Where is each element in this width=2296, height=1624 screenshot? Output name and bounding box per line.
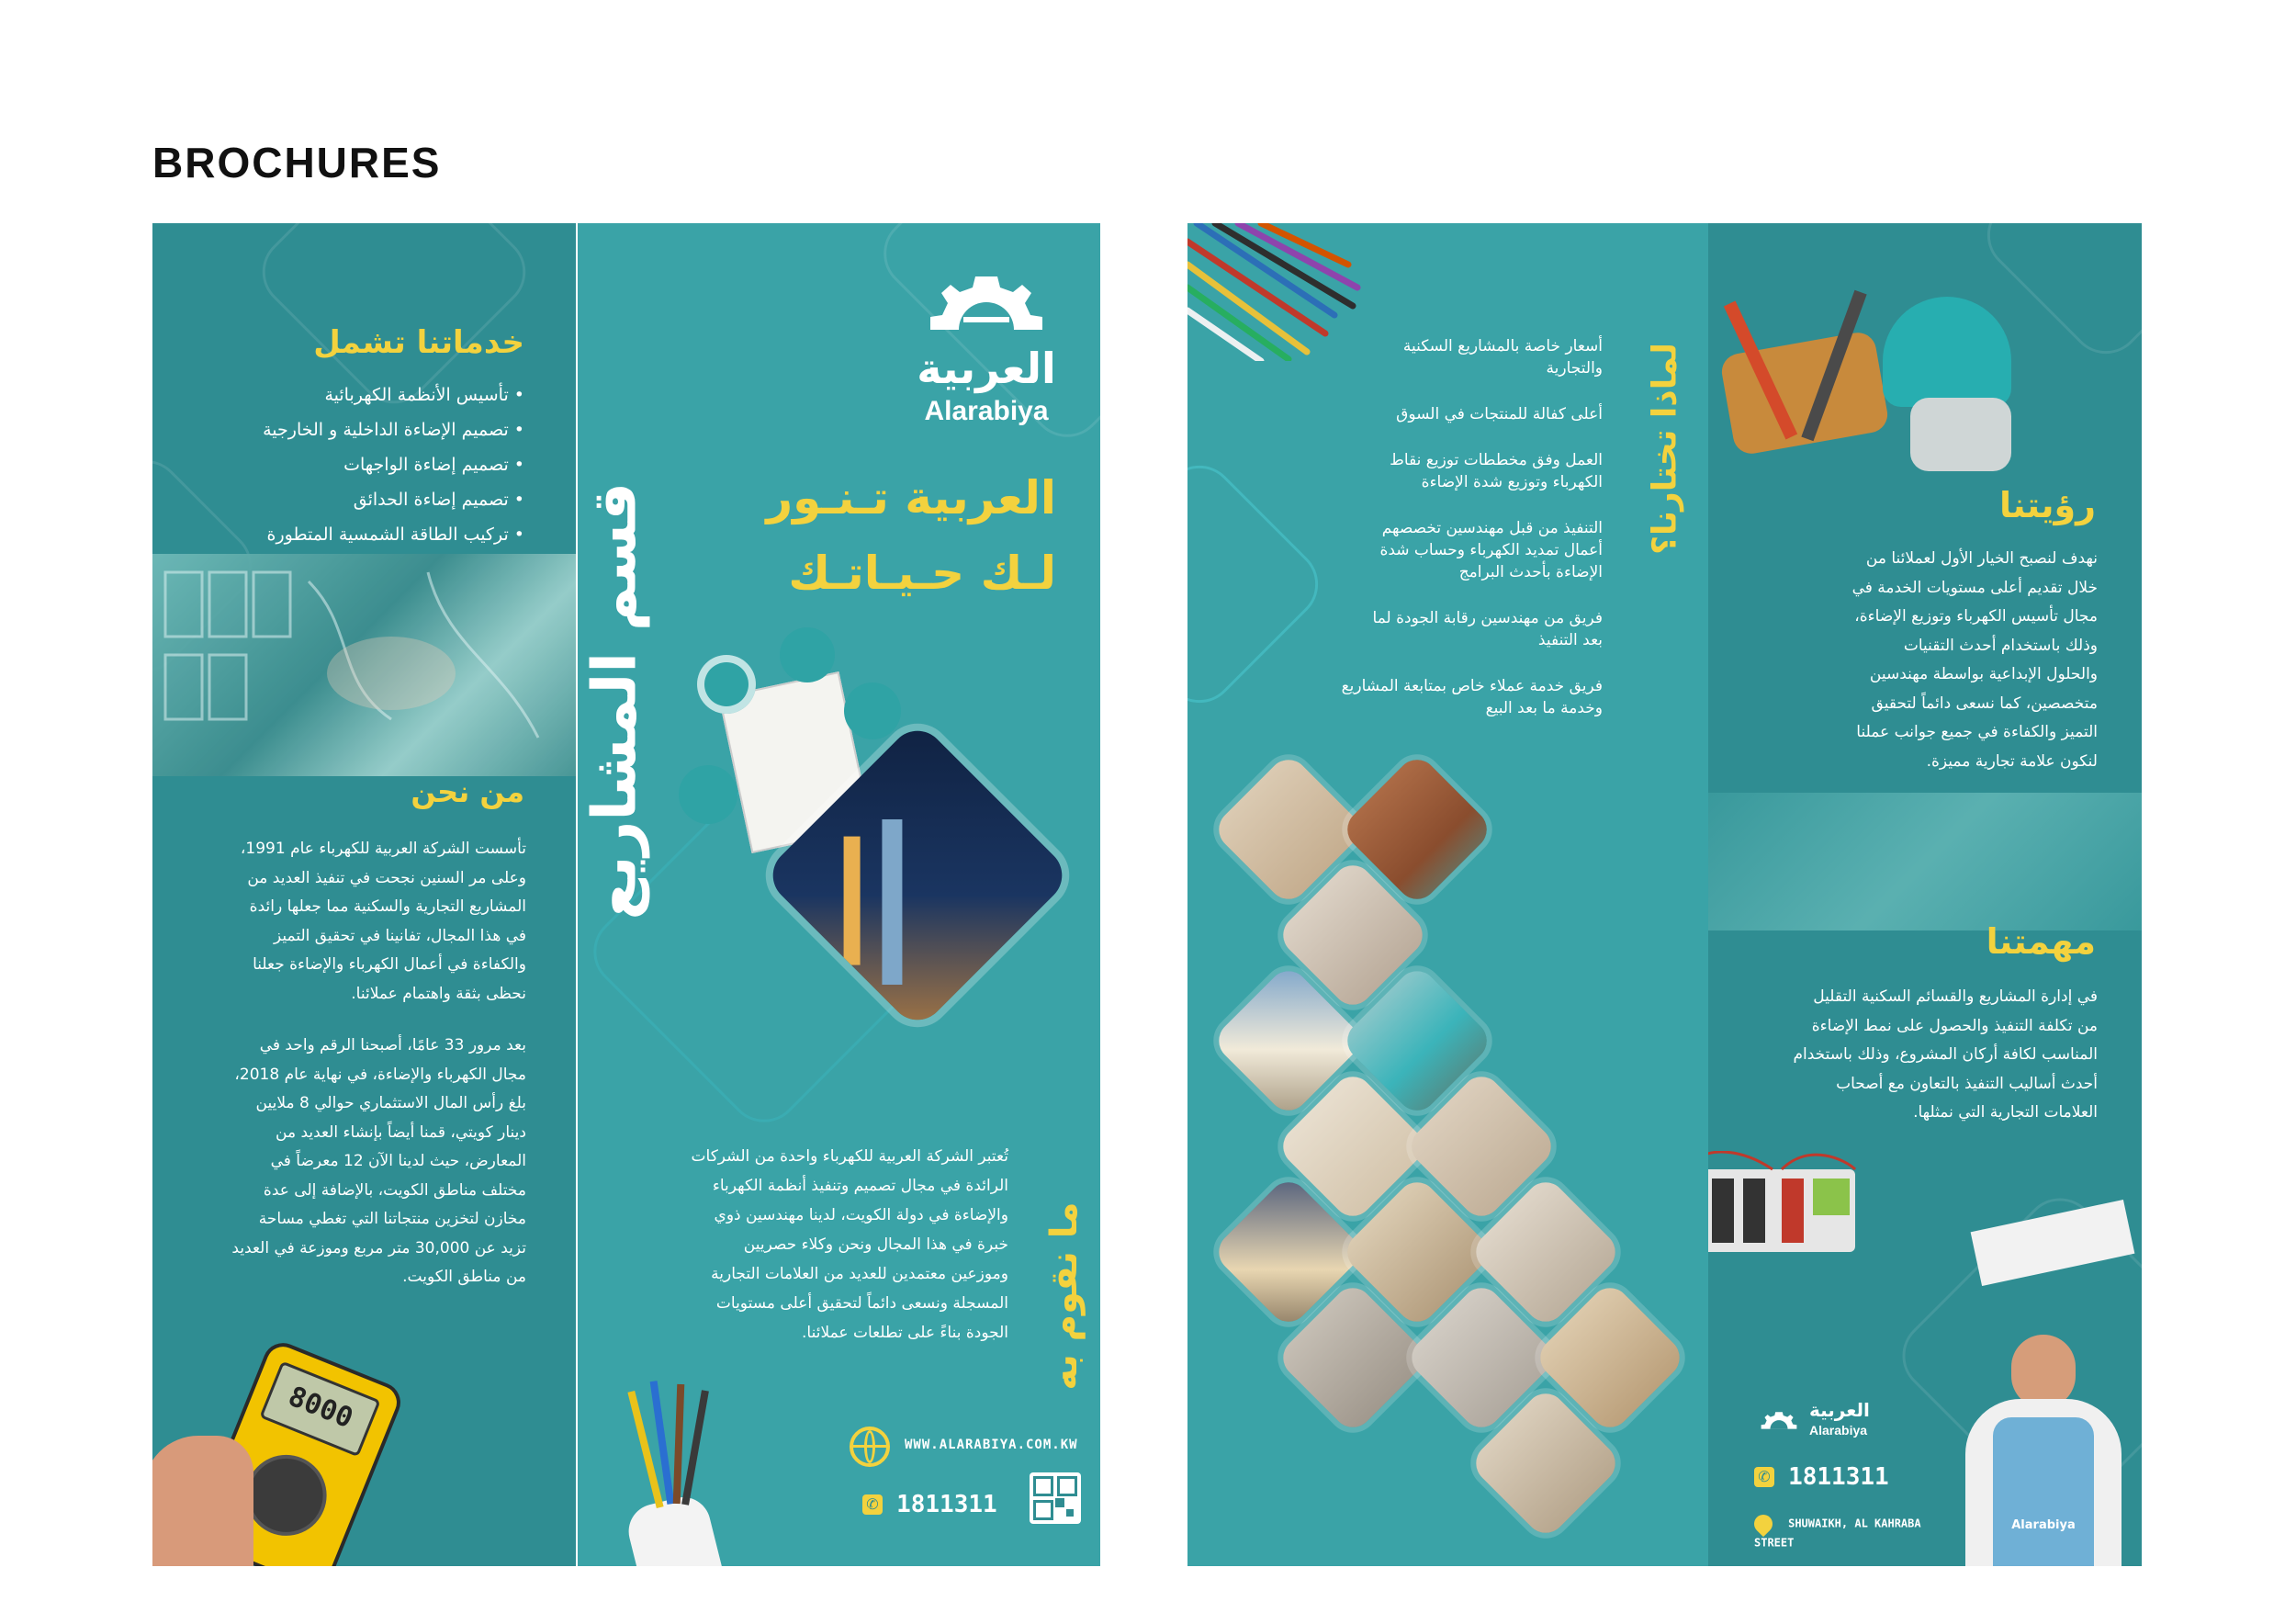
address-text: SHUWAIKH, AL KAHRABA STREET — [1754, 1517, 1921, 1549]
text-line: أعمال تمديد الكهرباء وحساب شدة — [1379, 541, 1603, 559]
what-we-do-title: ما نقوم به — [1043, 1201, 1086, 1391]
list-item: • تركيب الطاقة الشمسية المتطورة — [175, 517, 524, 552]
text-line: وموزعين معتمدين للعديد من العلامات التجارية — [711, 1265, 1008, 1283]
brochure-left — [152, 223, 1100, 1566]
logo-latin-text: Alarabiya — [924, 396, 1049, 426]
text-line: المناسب لكافة أركان المشروع، وذلك باستخدام — [1793, 1045, 2098, 1064]
alarabiya-logo — [908, 269, 1064, 434]
back-phone-row[interactable] — [1754, 1463, 1938, 1496]
cable-illustration — [614, 1381, 734, 1566]
back-logo-latin: Alarabiya — [1809, 1423, 1868, 1438]
panel-about — [152, 223, 576, 1566]
phone-icon: ✆ — [1754, 1467, 1774, 1487]
text-line: تزيد عن 30,000 متر مربع وموزعة في العديد — [231, 1238, 526, 1257]
electrician-photo — [1947, 1215, 2142, 1566]
circuit-breakers-photo — [1708, 1151, 1892, 1270]
text-line: خلال تقديم أعلى مستويات الخدمة في — [1851, 578, 2098, 597]
back-logo — [1754, 1399, 1919, 1445]
list-item — [1217, 675, 1603, 719]
text-line: خبرة في هذا المجال ونحن وكلاء حصريين — [743, 1235, 1008, 1254]
why-us-list — [1217, 335, 1603, 719]
text-line: الجودة بناءً على تطلعات عملائنا. — [802, 1324, 1008, 1342]
text-line: مجال تأسيس الكهرباء وتوزيع الإضاءة، — [1854, 607, 2098, 626]
list-item — [1217, 607, 1603, 651]
list-item: • تصميم إضاءة الواجهات — [175, 447, 524, 482]
list-item — [1217, 449, 1603, 493]
why-us-title: لماذا تختارنا؟ — [1646, 343, 1684, 555]
vision-text — [1712, 545, 2098, 776]
mission-title: مهمتنا — [1986, 921, 2096, 962]
text-line: في إدارة المشاريع والقسائم السكنية التقليل — [1813, 987, 2098, 1006]
text-line: العمل وفق مخططات توزيع نقاط — [1390, 451, 1603, 469]
list-item — [1217, 517, 1603, 583]
globe-icon — [850, 1427, 890, 1467]
electrical-panel-photo — [152, 554, 576, 776]
text-line: الكهرباء وتوزيع شدة الإضاءة — [1421, 473, 1603, 491]
about-paragraph-1 — [159, 835, 526, 1009]
apron-logo-text: Alarabiya — [2011, 1518, 2076, 1532]
text-line: وعلى مر السنين نجحت في تنفيذ العديد من — [247, 868, 526, 887]
text-line: مختلف مناطق الكويت، بالإضافة إلى عدة — [263, 1180, 526, 1200]
projects-vertical-title: قسم المشاريع — [579, 481, 650, 920]
page-heading: BROCHURES — [152, 139, 442, 186]
list-item: • تصميم إضاءة الحدائق — [175, 482, 524, 517]
tagline-line-2: لـك حـيـاتـك — [788, 547, 1056, 600]
address-row[interactable] — [1754, 1514, 1965, 1549]
tools-helmet-photo — [1727, 278, 2020, 490]
services-list — [175, 378, 524, 552]
text-line: من تكلفة التنفيذ والحصول على نمط الإضاءة — [1811, 1016, 2098, 1035]
what-we-do-text — [586, 1142, 1008, 1348]
location-pin-icon — [1750, 1510, 1776, 1536]
list-item: • تصميم الإضاءة الداخلية و الخارجية — [175, 412, 524, 447]
phone-icon: ✆ — [862, 1494, 883, 1515]
text-line: أعلى كفالة للمنتجات في السوق — [1396, 405, 1603, 423]
panel-why-us — [1187, 223, 1708, 1566]
phone-row[interactable] — [862, 1491, 1028, 1524]
list-item — [1217, 403, 1603, 425]
text-line: والتجارية — [1546, 359, 1603, 378]
text-line: الإضاءة بأحدث البرامج — [1458, 563, 1603, 581]
text-line: المسجلة ونسعى دائماً لتحقيق أعلى مستويات — [715, 1294, 1008, 1313]
text-line: من مناطق الكويت. — [402, 1268, 526, 1286]
panel-cover — [578, 223, 1100, 1566]
list-item: • تأسيس الأنظمة الكهربائية — [175, 378, 524, 412]
text-line: أسعار خاصة بالمشاريع السكنية — [1402, 337, 1603, 355]
gear-logo-icon — [908, 269, 1064, 352]
text-line: التنفيذ من قبل مهندسين تخصصهم — [1381, 519, 1603, 537]
text-line: في هذا المجال، تفانينا في تحقيق التميز — [273, 926, 526, 945]
qr-code-icon[interactable] — [1030, 1472, 1081, 1524]
text-line: العلامات التجارية التي نمثلها. — [1913, 1103, 2098, 1122]
phone-number: 1811311 — [896, 1491, 997, 1518]
panel-vision-mission — [1708, 223, 2142, 1566]
text-line: المعارض، حيث لدينا الآن 12 معرضاً في — [270, 1152, 526, 1170]
logo-arabic-text: العربية — [917, 344, 1056, 393]
text-line: التميز والكفاءة في جميع جوانب عملنا — [1856, 723, 2098, 741]
brochure-right — [1187, 223, 2142, 1566]
text-line: الرائدة في مجال تصميم وتنفيذ أنظمة الكهرباء — [712, 1177, 1008, 1195]
text-line: تُعتبر الشركة العربية للكهرباء واحدة من الشركات — [691, 1147, 1008, 1166]
text-line: والحلول الإبداعية بواسطة مهندسين — [1869, 665, 2098, 683]
services-title: خدماتنا تشمل — [313, 324, 524, 361]
text-line: تأسست الشركة العربية للكهرباء عام 1991، — [240, 840, 526, 858]
text-line: فريق من مهندسين رقابة الجودة لما — [1372, 609, 1603, 627]
text-line: فريق خدمة عملاء خاص بمتابعة المشاريع — [1341, 677, 1603, 695]
hand-illustration — [152, 1436, 253, 1566]
text-line: متخصصين، كما نسعى دائماً لتحقيق — [1871, 694, 2098, 713]
vision-title: رؤيتنا — [1998, 485, 2096, 525]
about-title: من نحن — [411, 774, 524, 809]
worker-faded-photo — [1708, 793, 2142, 930]
text-line: أحدث أساليب التنفيذ بالتعاون مع أصحاب — [1836, 1074, 2098, 1093]
text-line: نحظى بثقة واهتمام عملائنا. — [351, 984, 526, 1003]
text-line: لنكون علامة تجارية مميزة. — [1926, 751, 2098, 771]
gear-logo-icon — [1754, 1406, 1804, 1439]
text-line: بعد مرور 33 عامًا، أصبحنا الرقم واحد في — [259, 1036, 526, 1054]
text-line: وذلك باستخدام أحدث التقنيات — [1903, 636, 2098, 655]
text-line: مخازن لتخزين منتجاتنا التي تغطي مساحة — [258, 1210, 526, 1228]
list-item — [1217, 335, 1603, 379]
tagline-line-1: العربية تـنـور — [766, 471, 1056, 524]
back-phone-number: 1811311 — [1788, 1463, 1889, 1491]
website-row[interactable] — [850, 1427, 1088, 1467]
multimeter-display: 8000 — [259, 1361, 380, 1458]
text-line: مجال الكهرباء والإضاءة، في نهاية عام 2018، — [234, 1065, 526, 1084]
about-paragraph-2 — [159, 1032, 526, 1292]
text-line: وخدمة ما بعد البيع — [1485, 699, 1603, 717]
text-line: والكفاءة في أعمال الكهرباء والإضاءة جعلنا — [253, 955, 526, 974]
back-logo-arabic: العربية — [1809, 1399, 1870, 1421]
mission-text — [1708, 983, 2098, 1128]
text-line: والإضاءة في دولة الكويت، لدينا مهندسين ذوي — [714, 1206, 1008, 1224]
text-line: بعد التنفيذ — [1537, 631, 1603, 649]
text-line: دينار كويتي، قمنا أيضاً بإنشاء العديد من — [276, 1122, 526, 1142]
text-line: المشاريع التجارية والسكنية مما جعلها رائدة — [249, 897, 526, 916]
website-text: WWW.ALARABIYA.COM.KW — [905, 1438, 1078, 1452]
text-line: بلغ رأس المال الاستثماري حوالي 8 ملايين — [255, 1094, 526, 1112]
text-line: نهدف لنصبح الخيار الأول لعملائنا من — [1865, 549, 2098, 568]
